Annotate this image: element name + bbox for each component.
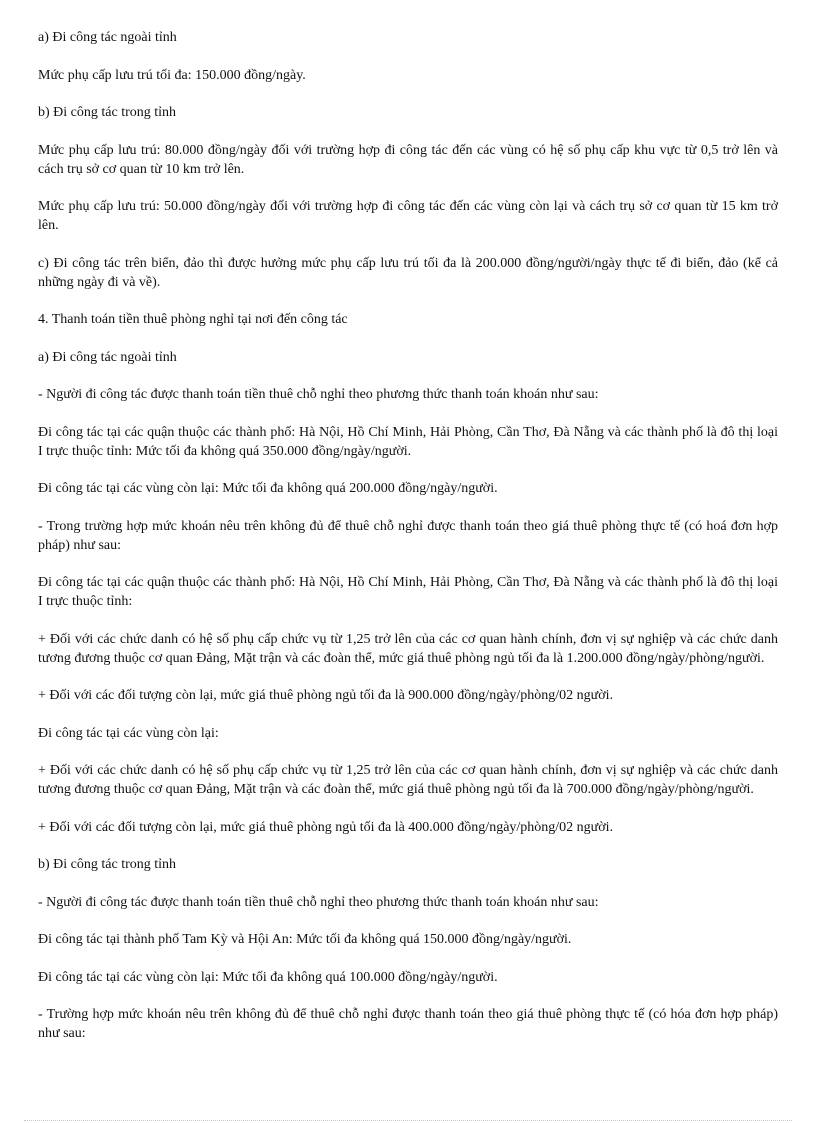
paragraph-major-cities-lump-sum: Đi công tác tại các quận thuộc các thành phố: Hà Nội, Hồ Chí Minh, Hải Phòng, Cần Thơ, Đà Nẵng và các thành phố là đô thị loại I trực thuộc tỉnh: Mức tối đa không quá 350.000 đồng/ngày/người. (38, 424, 778, 459)
heading-a-outside-province-lodging: a) Đi công tác ngoài tỉnh (38, 349, 177, 365)
paragraph-sea-island: c) Đi công tác trên biển, đảo thì được hưởng mức phụ cấp lưu trú tối đa là 200.000 đồng/người/ngày thực tế đi biển, đảo (kể cả những ngày đi và về). (38, 255, 778, 290)
heading-b-inside-province: b) Đi công tác trong tỉnh (38, 105, 177, 120)
paragraph-allowance-outside: Mức phụ cấp lưu trú tối đa: 150.000 đồng/ngày. (38, 67, 306, 83)
paragraph-other-regions-actual: Đi công tác tại các vùng còn lại: (38, 725, 219, 741)
section-4-heading: 4. Thanh toán tiền thuê phòng nghỉ tại nơi đến công tác (38, 312, 348, 327)
bullet-others-other-regions: + Đối với các đối tượng còn lại, mức giá thuê phòng ngủ tối đa là 400.000 đồng/ngày/phòng/02 người. (38, 819, 614, 835)
bullet-senior-officials-other-regions: + Đối với các chức danh có hệ số phụ cấp chức vụ từ 1,25 trở lên của các cơ quan hành chính, đơn vị sự nghiệp và các chức danh tương đương thuộc cơ quan Đảng, Mặt trận và các đoàn thể, mức giá thuê phòng ngủ tối đa là 700.000 đồng/ngày/phòng/người. (38, 763, 778, 797)
paragraph-allowance-50000: Mức phụ cấp lưu trú: 50.000 đồng/ngày đối với trường hợp đi công tác đến các vùng còn lại và cách trụ sở cơ quan từ 15 km trở lên. (38, 199, 778, 233)
paragraph-actual-cost-intro: - Trong trường hợp mức khoán nêu trên không đủ để thuê chỗ nghỉ được thanh toán theo giá thuê phòng thực tế (có hoá đơn hợp pháp) như sau: (38, 518, 778, 553)
paragraph-major-cities-actual: Đi công tác tại các quận thuộc các thành phố: Hà Nội, Hồ Chí Minh, Hải Phòng, Cần Thơ, Đà Nẵng và các thành phố là đô thị loại I trực thuộc tỉnh: (38, 575, 778, 609)
bullet-others-major-cities: + Đối với các đối tượng còn lại, mức giá thuê phòng ngủ tối đa là 900.000 đồng/ngày/phòng/02 người. (38, 688, 614, 703)
paragraph-other-regions-inside: Đi công tác tại các vùng còn lại: Mức tối đa không quá 100.000 đồng/ngày/người. (38, 969, 498, 985)
paragraph-lump-sum-intro-inside: - Người đi công tác được thanh toán tiền thuê chỗ nghỉ theo phương thức thanh toán khoán như sau: (38, 894, 599, 910)
paragraph-tamky-hoian: Đi công tác tại thành phố Tam Kỳ và Hội An: Mức tối đa không quá 150.000 đồng/ngày/người. (38, 932, 572, 947)
heading-b-inside-province-lodging: b) Đi công tác trong tỉnh (38, 857, 177, 872)
paragraph-allowance-80000: Mức phụ cấp lưu trú: 80.000 đồng/ngày đối với trường hợp đi công tác đến các vùng có hệ số phụ cấp khu vực từ 0,5 trở lên và cách trụ sở cơ quan từ 10 km trở lên. (38, 142, 778, 177)
paragraph-other-regions-lump-sum: Đi công tác tại các vùng còn lại: Mức tối đa không quá 200.000 đồng/ngày/người. (38, 481, 498, 496)
paragraph-lump-sum-intro: - Người đi công tác được thanh toán tiền thuê chỗ nghỉ theo phương thức thanh toán khoán như sau: (38, 387, 599, 402)
heading-a-outside-province: a) Đi công tác ngoài tỉnh (38, 30, 177, 45)
page-bottom-divider (24, 1120, 792, 1121)
paragraph-actual-cost-inside: - Trường hợp mức khoán nêu trên không đủ để thuê chỗ nghỉ được thanh toán theo giá thuê phòng thực tế (có hóa đơn hợp pháp) như sau: (38, 1007, 778, 1041)
document-body (38, 28, 778, 1062)
bullet-senior-officials-major-cities: + Đối với các chức danh có hệ số phụ cấp chức vụ từ 1,25 trở lên của các cơ quan hành chính, đơn vị sự nghiệp và các chức danh tương đương thuộc cơ quan Đảng, Mặt trận và các đoàn thể, mức giá thuê phòng ngủ tối đa là 1.200.000 đồng/ngày/phòng/người. (38, 631, 778, 666)
